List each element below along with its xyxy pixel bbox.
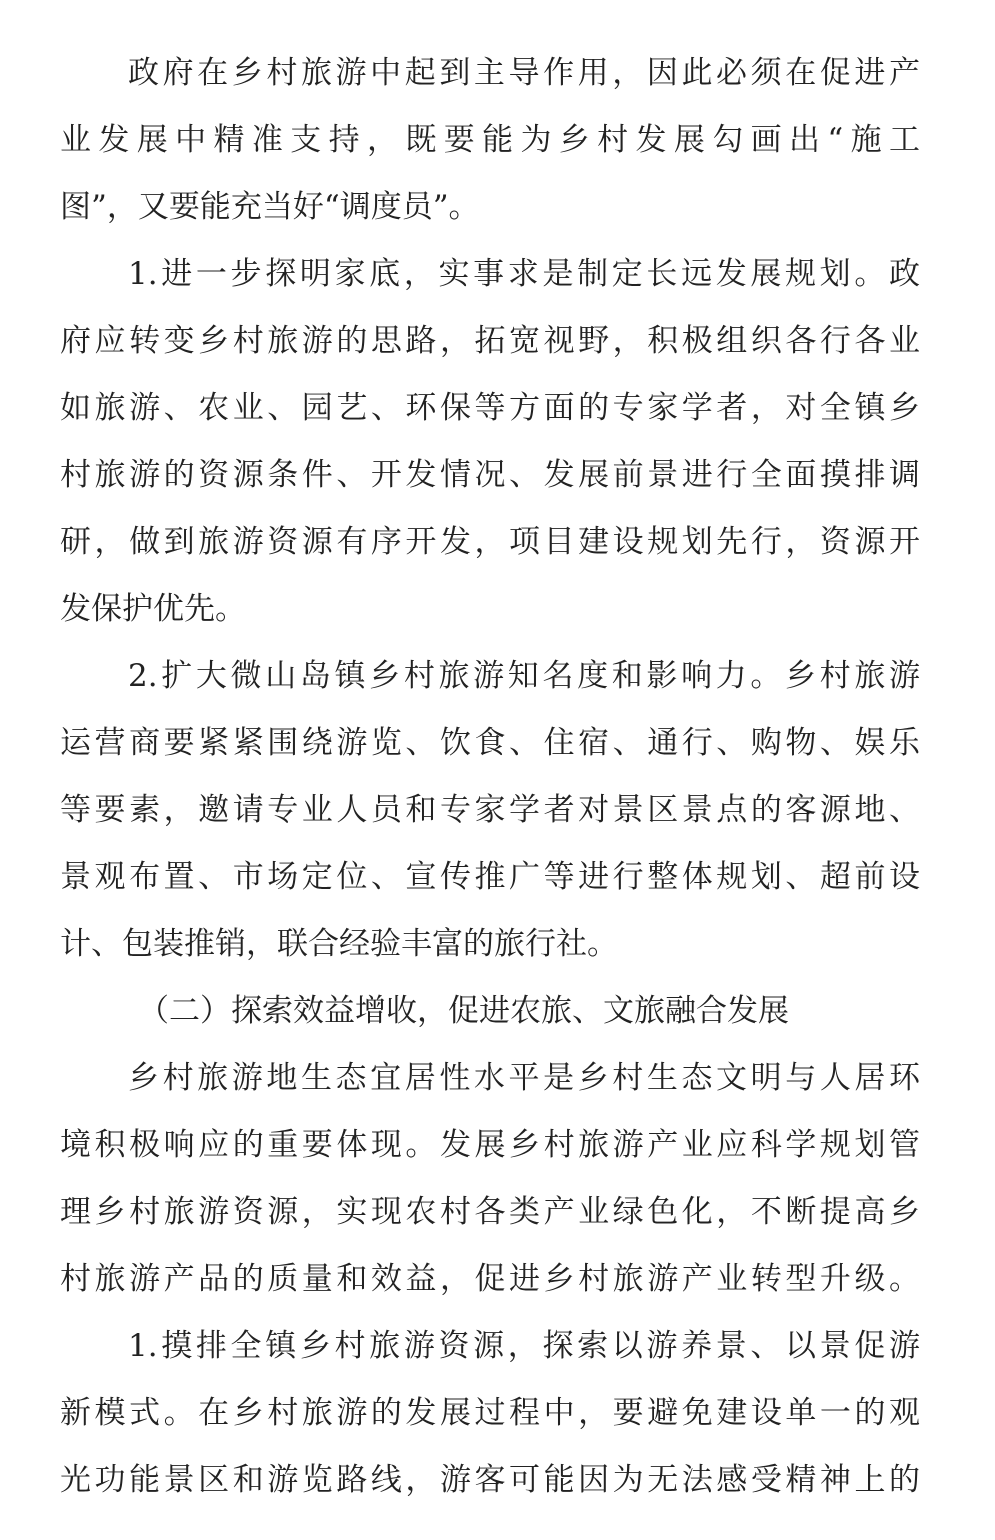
paragraph-line: 计、包装推销，联合经验丰富的旅行社。 <box>60 926 618 962</box>
paragraph-line: 运营商要紧紧围绕游览、饮食、住宿、通行、购物、娱乐 <box>60 725 920 761</box>
paragraph-line: 图”，又要能充当好“调度员”。 <box>60 189 480 225</box>
paragraph-line: 研，做到旅游资源有序开发，项目建设规划先行，资源开 <box>60 524 920 560</box>
paragraph-line: 政府在乡村旅游中起到主导作用，因此必须在促进产 <box>128 55 920 91</box>
paragraph-line: 境积极响应的重要体现。发展乡村旅游产业应科学规划管 <box>60 1127 920 1163</box>
paragraph-line: 村旅游的资源条件、开发情况、发展前景进行全面摸排调 <box>60 457 920 493</box>
paragraph-line: 业发展中精准支持，既要能为乡村发展勾画出“施工 <box>60 122 920 158</box>
paragraph-line: 2.扩大微山岛镇乡村旅游知名度和影响力。乡村旅游 <box>128 658 920 694</box>
paragraph-line: 乡村旅游地生态宜居性水平是乡村生态文明与人居环 <box>128 1060 920 1096</box>
paragraph-line: 光功能景区和游览路线，游客可能因为无法感受精神上的 <box>60 1462 920 1498</box>
paragraph-line: 发保护优先。 <box>60 591 246 627</box>
paragraph-line: 等要素，邀请专业人员和专家学者对景区景点的客源地、 <box>60 792 920 828</box>
paragraph-line: 村旅游产品的质量和效益，促进乡村旅游产业转型升级。 <box>60 1261 920 1297</box>
section-heading: （二）探索效益增收，促进农旅、文旅融合发展 <box>138 993 789 1029</box>
paragraph-line: 景观布置、市场定位、宣传推广等进行整体规划、超前设 <box>60 859 920 895</box>
paragraph-line: 1.进一步探明家底，实事求是制定长远发展规划。政 <box>128 256 920 292</box>
paragraph-line: 如旅游、农业、园艺、环保等方面的专家学者，对全镇乡 <box>60 390 920 426</box>
paragraph-line: 府应转变乡村旅游的思路，拓宽视野，积极组织各行各业 <box>60 323 920 359</box>
paragraph-line: 理乡村旅游资源，实现农村各类产业绿色化，不断提高乡 <box>60 1194 920 1230</box>
paragraph-line: 新模式。在乡村旅游的发展过程中，要避免建设单一的观 <box>60 1395 920 1431</box>
paragraph-line: 1.摸排全镇乡村旅游资源，探索以游养景、以景促游 <box>128 1328 920 1364</box>
